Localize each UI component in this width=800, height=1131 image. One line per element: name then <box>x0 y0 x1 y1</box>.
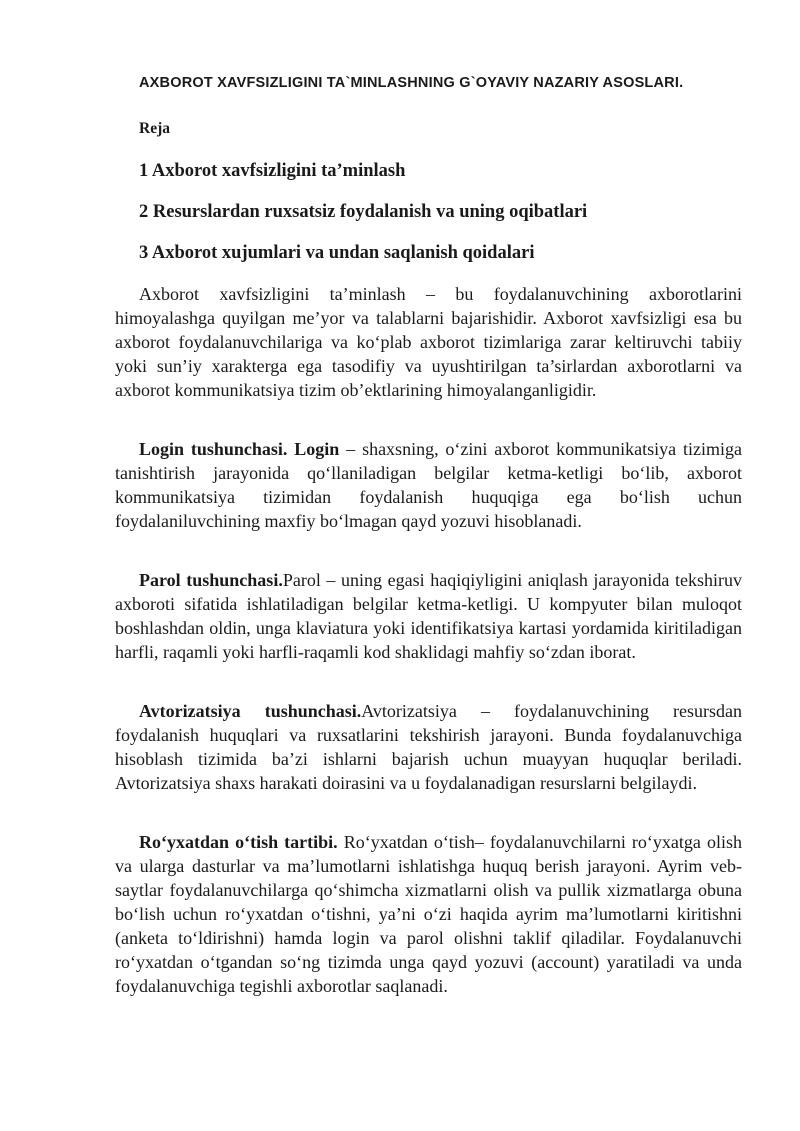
section-avtorizatsiya <box>115 699 742 795</box>
section-text: Parol – uning egasi haqiqiyligini aniqlash jarayonida tekshiruv axboroti sifatida ishlatiladigan belgilar ketma-ketligi. U kompyuter bilan muloqot boshlashdan oldin, unga klaviatura yoki identifikatsiya kartasi yordamida kiritiladigan harfli, raqamli yoki harfli-raqamli kod shaklidagi mahfiy so‘zdan iborat. <box>115 570 742 662</box>
section-term: Ro‘yxatdan o‘tish tartibi. <box>139 832 338 852</box>
section-term: Login tushunchasi. Login <box>139 439 340 459</box>
section-text: – shaxsning, o‘zini axborot kommunikatsiya tizimiga tanishtirish jarayonida qo‘llaniladigan belgilar ketma-ketligi bo‘lib, axborot kommunikatsiya tizimidan foydalanish huquqiga ega bo‘lish uchun foydalaniluvchining maxfiy bo‘lmagan qayd yozuvi hisoblanadi. <box>115 439 742 531</box>
section-text: Avtorizatsiya – foydalanuvchining resursdan foydalanish huquqlari va ruxsatlarini tekshirish jarayoni. Bunda foydalanuvchiga hisoblash tizimida ba’zi ishlarni bajarish uchun muayyan huquqlar beriladi. Avtorizatsiya shaxs harakati doirasini va u foydalanadigan resurslarni belgilaydi. <box>115 701 743 793</box>
section-royxatdan-otish <box>115 830 742 998</box>
section-login <box>115 437 742 533</box>
intro-paragraph: Axborot xavfsizligini ta’minlash – bu foydalanuvchining axborotlarini himoyalashga quyilgan me’yor va talablarni bajarishidir. Axborot xavfsizligi esa bu axborot foydalanuvchilariga va ko‘plab axborot tizimlariga zarar keltiruvchi tabiiy yoki sun’iy xarakterga ega tasodifiy va uyushtirilgan ta’sirlardan axborotlarni va axborot kommunikatsiya tizim ob’ektlarining himoyalanganligidir. <box>115 284 742 400</box>
plan-item-1: 1 Axborot xavfsizligini ta’minlash <box>139 161 406 181</box>
plan-heading: Reja <box>139 120 170 137</box>
section-text: Ro‘yxatdan o‘tish– foydalanuvchilarni ro‘yxatga olish va ularga dasturlar va ma’lumotlarni ishlatishga huquq berish jarayoni. Ayrim veb-saytlar foydalanuvchilarga qo‘shimcha xizmatlarni olish va pullik xizmatlarga obuna bo‘lish uchun ro‘yxatdan o‘tishni, ya’ni o‘zi haqida ayrim ma’lumotlarni kiritishni (anketa to‘ldirishni) hamda login va parol olishni taklif qiladilar. Foydalanuvchi ro‘yxatdan o‘tgandan so‘ng tizimda unga qayd yozuvi (account) yaratiladi va unda foydalanuvchiga tegishli axborotlar saqlanadi. <box>115 832 742 996</box>
plan-item-2: 2 Resurslardan ruxsatsiz foydalanish va uning oqibatlari <box>139 202 588 222</box>
plan-item-3: 3 Axborot xujumlari va undan saqlanish qoidalari <box>139 243 535 263</box>
section-term: Avtorizatsiya tushunchasi. <box>139 701 362 721</box>
section-parol <box>115 568 742 664</box>
document-page <box>115 74 742 998</box>
section-term: Parol tushunchasi. <box>139 570 283 590</box>
document-title: AXBOROT XAVFSIZLIGINI TA`MINLASHNING G`OYAVIY NAZARIY ASOSLARI. <box>139 75 684 91</box>
